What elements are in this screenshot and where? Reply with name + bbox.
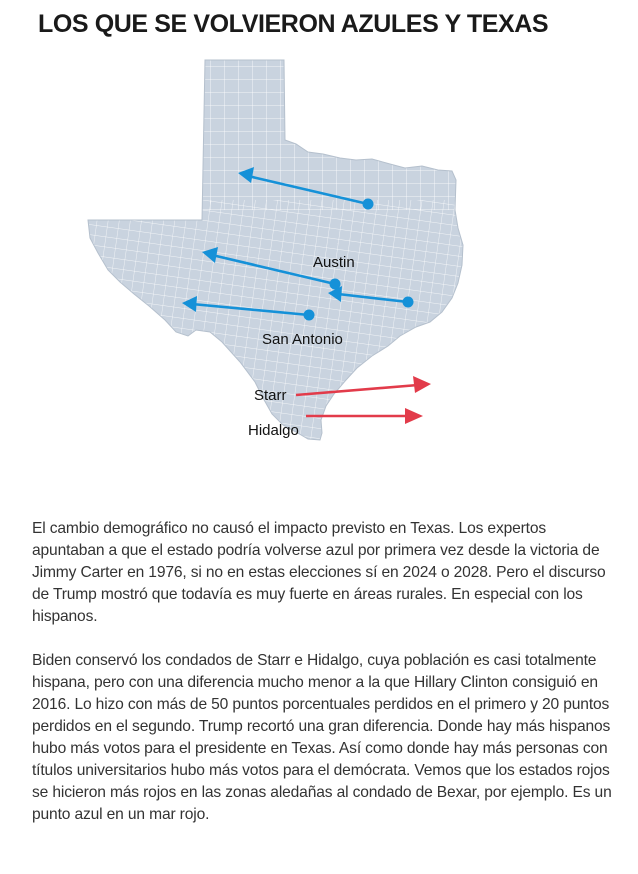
label-austin: Austin <box>313 254 355 271</box>
texas-map-svg <box>0 40 638 510</box>
label-starr: Starr <box>254 387 287 404</box>
paragraph: El cambio demográfico no causó el impacto previsto en Texas. Los expertos apuntaban a que el estado podría volverse azul por primera vez desde la victoria de Jimmy Carter en 1976, si no en estas elecciones sí en 2024 o 2028. Pero el discurso de Trump mostró que todavía es muy fuerte en áreas rurales. En especial con los hispanos. <box>32 520 606 625</box>
article-body <box>32 518 622 848</box>
label-hidalgo: Hidalgo <box>248 422 299 439</box>
page-title: LOS QUE SE VOLVIERON AZULES Y TEXAS <box>38 10 549 38</box>
texas-map <box>0 40 638 510</box>
paragraph: Biden conservó los condados de Starr e Hidalgo, cuya población es casi totalmente hispana, pero con una diferencia mucho menor a la que Hillary Clinton consiguió en 2016. Lo hizo con más de 50 puntos porcentuales perdidos en el primero y 20 puntos perdidos en el segundo. Trump recortó una gran diferencia. Donde hay más hispanos hubo más votos para el presidente en Texas. Así como donde hay más personas con títulos universitarios hubo más votos para el demócrata. Vemos que los estados rojos se hicieron más rojos en las zonas aledañas al condado de Bexar, por ejemplo. Es un punto azul en un mar rojo. <box>32 652 612 823</box>
label-san-antonio: San Antonio <box>262 331 343 348</box>
